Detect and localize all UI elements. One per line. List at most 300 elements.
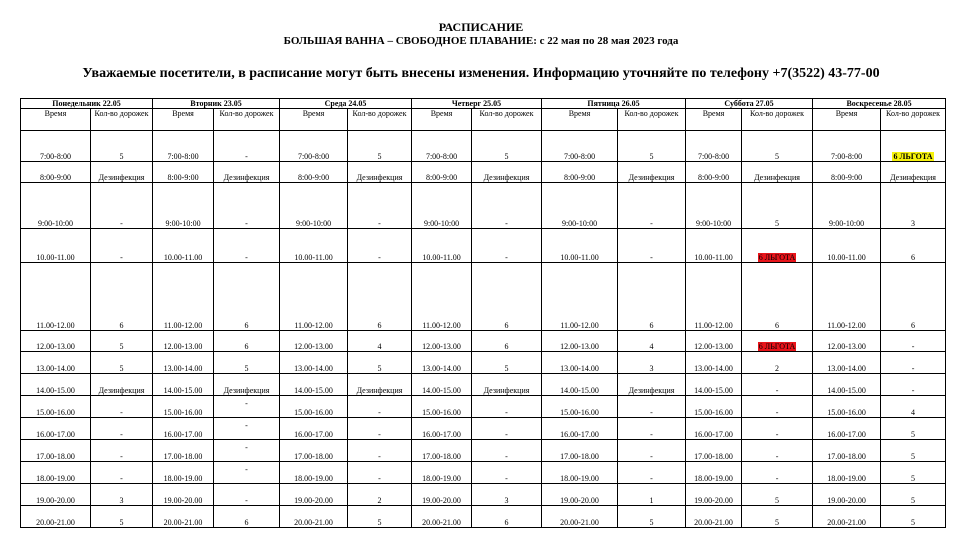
lanes-value: 1 <box>649 496 654 505</box>
lanes-cell <box>472 162 542 183</box>
lanes-cell <box>91 331 153 352</box>
time-cell: 15.00-16.00 <box>686 396 742 418</box>
lanes-cell <box>472 263 542 331</box>
lanes-value: - <box>378 219 381 228</box>
time-cell: 17.00-18.00 <box>412 440 472 462</box>
lanes-value: 5 <box>119 518 124 527</box>
time-cell: 17.00-18.00 <box>280 440 348 462</box>
lanes-value: 3 <box>119 496 124 505</box>
time-cell: 7:00-8:00 <box>153 131 214 162</box>
time-cell: 11.00-12.00 <box>153 263 214 331</box>
lanes-cell <box>214 396 280 418</box>
lanes-cell <box>214 484 280 506</box>
time-cell: 8:00-9:00 <box>813 162 881 183</box>
time-cell: 9:00-10:00 <box>21 183 91 229</box>
lanes-column-header: Кол-во дорожек <box>348 109 412 131</box>
time-column-header: Время <box>813 109 881 131</box>
lanes-value: - <box>120 408 123 417</box>
time-cell: 14.00-15.00 <box>153 374 214 396</box>
table-row <box>21 506 946 528</box>
schedule-table <box>20 98 946 528</box>
lanes-cell <box>214 352 280 374</box>
time-cell: 12.00-13.00 <box>153 331 214 352</box>
time-cell: 10.00-11.00 <box>153 229 214 263</box>
lanes-cell <box>472 331 542 352</box>
lanes-value: - <box>505 430 508 439</box>
time-cell: 7:00-8:00 <box>813 131 881 162</box>
lanes-value: - <box>245 253 248 262</box>
time-cell: 12.00-13.00 <box>686 331 742 352</box>
lanes-value: Дезинфекция <box>628 173 675 182</box>
lanes-cell <box>742 263 813 331</box>
table-row <box>21 374 946 396</box>
lanes-cell <box>742 396 813 418</box>
lanes-value: 5 <box>504 364 509 373</box>
lanes-value: 6 <box>377 321 382 330</box>
day-header-row <box>21 99 946 109</box>
time-cell: 16.00-17.00 <box>153 418 214 440</box>
lanes-cell <box>742 331 813 352</box>
lanes-cell <box>348 440 412 462</box>
lanes-column-header: Кол-во дорожек <box>618 109 686 131</box>
time-cell: 20.00-21.00 <box>813 506 881 528</box>
lanes-value: 6 <box>504 321 509 330</box>
day-header: Четверг 25.05 <box>412 99 542 109</box>
lanes-cell <box>472 352 542 374</box>
lanes-cell <box>742 506 813 528</box>
time-column-header: Время <box>686 109 742 131</box>
time-cell: 12.00-13.00 <box>21 331 91 352</box>
lanes-value: 5 <box>911 474 916 483</box>
lanes-value: 5 <box>911 496 916 505</box>
lanes-value: Дезинфекция <box>483 386 530 395</box>
time-cell: 15.00-16.00 <box>153 396 214 418</box>
lanes-cell <box>881 331 946 352</box>
time-cell: 16.00-17.00 <box>813 418 881 440</box>
time-cell: 15.00-16.00 <box>280 396 348 418</box>
time-cell: 8:00-9:00 <box>412 162 472 183</box>
time-cell: 17.00-18.00 <box>813 440 881 462</box>
time-cell: 18.00-19.00 <box>542 462 618 484</box>
lanes-value: - <box>245 496 248 505</box>
lanes-cell <box>472 462 542 484</box>
discount-badge: 6 ЛЬГОТА <box>758 342 796 351</box>
lanes-value: 6 <box>504 518 509 527</box>
lanes-cell <box>881 183 946 229</box>
lanes-value: 5 <box>911 452 916 461</box>
table-row <box>21 396 946 418</box>
day-header: Суббота 27.05 <box>686 99 813 109</box>
lanes-cell <box>472 183 542 229</box>
time-cell: 12.00-13.00 <box>542 331 618 352</box>
lanes-cell <box>91 396 153 418</box>
lanes-cell <box>618 263 686 331</box>
time-cell: 19.00-20.00 <box>813 484 881 506</box>
lanes-cell <box>91 229 153 263</box>
lanes-value: 4 <box>911 408 916 417</box>
lanes-value: 4 <box>649 342 654 351</box>
lanes-cell <box>91 484 153 506</box>
lanes-value: 2 <box>377 496 382 505</box>
lanes-value: 5 <box>504 152 509 161</box>
lanes-value: Дезинфекция <box>223 386 270 395</box>
lanes-value: 4 <box>377 342 382 351</box>
lanes-cell <box>91 440 153 462</box>
lanes-cell <box>472 506 542 528</box>
time-cell: 16.00-17.00 <box>21 418 91 440</box>
lanes-value: - <box>650 219 653 228</box>
lanes-value: 2 <box>775 364 780 373</box>
lanes-cell <box>881 484 946 506</box>
lanes-cell <box>214 462 280 484</box>
lanes-value: 5 <box>775 219 780 228</box>
lanes-cell <box>472 131 542 162</box>
lanes-value: 6 <box>244 518 249 527</box>
lanes-cell <box>742 484 813 506</box>
time-cell: 18.00-19.00 <box>153 462 214 484</box>
time-cell: 17.00-18.00 <box>153 440 214 462</box>
lanes-value: 6 <box>244 321 249 330</box>
lanes-value: 5 <box>775 152 780 161</box>
lanes-value: - <box>378 253 381 262</box>
lanes-cell <box>348 506 412 528</box>
time-cell: 8:00-9:00 <box>153 162 214 183</box>
time-column-header: Время <box>542 109 618 131</box>
lanes-cell <box>91 374 153 396</box>
lanes-value: Дезинфекция <box>356 386 403 395</box>
lanes-value: 6 <box>911 321 916 330</box>
lanes-cell <box>214 183 280 229</box>
time-cell: 14.00-15.00 <box>813 374 881 396</box>
lanes-cell <box>214 229 280 263</box>
lanes-cell <box>348 263 412 331</box>
lanes-value: - <box>650 474 653 483</box>
lanes-value: 5 <box>377 518 382 527</box>
lanes-value: - <box>650 452 653 461</box>
lanes-cell <box>214 162 280 183</box>
lanes-cell <box>742 462 813 484</box>
time-cell: 7:00-8:00 <box>21 131 91 162</box>
time-cell: 19.00-20.00 <box>280 484 348 506</box>
time-cell: 19.00-20.00 <box>412 484 472 506</box>
time-cell: 14.00-15.00 <box>412 374 472 396</box>
lanes-value: - <box>378 430 381 439</box>
lanes-cell <box>618 229 686 263</box>
time-cell: 17.00-18.00 <box>542 440 618 462</box>
time-cell: 18.00-19.00 <box>280 462 348 484</box>
lanes-value: - <box>775 386 779 395</box>
lanes-value: 6 <box>119 321 124 330</box>
column-header-row <box>21 109 946 131</box>
lanes-cell <box>881 229 946 263</box>
lanes-cell <box>214 263 280 331</box>
time-cell: 12.00-13.00 <box>412 331 472 352</box>
time-cell: 15.00-16.00 <box>542 396 618 418</box>
time-cell: 7:00-8:00 <box>542 131 618 162</box>
time-cell: 13.00-14.00 <box>686 352 742 374</box>
lanes-value: - <box>911 342 915 351</box>
lanes-cell <box>881 263 946 331</box>
time-cell: 18.00-19.00 <box>21 462 91 484</box>
lanes-cell <box>472 396 542 418</box>
time-cell: 13.00-14.00 <box>412 352 472 374</box>
lanes-cell <box>881 462 946 484</box>
time-cell: 20.00-21.00 <box>542 506 618 528</box>
lanes-cell <box>742 352 813 374</box>
lanes-cell <box>348 462 412 484</box>
discount-badge: 6 ЛЬГОТА <box>758 253 796 262</box>
table-row <box>21 263 946 331</box>
time-cell: 11.00-12.00 <box>21 263 91 331</box>
time-cell: 19.00-20.00 <box>21 484 91 506</box>
time-cell: 9:00-10:00 <box>280 183 348 229</box>
table-row <box>21 418 946 440</box>
lanes-value: 5 <box>911 518 916 527</box>
lanes-value: 6 <box>775 321 780 330</box>
lanes-cell <box>348 229 412 263</box>
time-cell: 15.00-16.00 <box>21 396 91 418</box>
time-cell: 18.00-19.00 <box>813 462 881 484</box>
lanes-cell <box>91 352 153 374</box>
time-column-header: Время <box>280 109 348 131</box>
time-cell: 13.00-14.00 <box>153 352 214 374</box>
lanes-value: - <box>505 253 508 262</box>
time-cell: 20.00-21.00 <box>686 506 742 528</box>
table-row <box>21 440 946 462</box>
lanes-cell <box>742 183 813 229</box>
lanes-cell <box>881 131 946 162</box>
lanes-value: - <box>775 452 779 461</box>
time-cell: 19.00-20.00 <box>153 484 214 506</box>
lanes-cell <box>91 162 153 183</box>
time-cell: 8:00-9:00 <box>542 162 618 183</box>
time-cell: 18.00-19.00 <box>686 462 742 484</box>
time-cell: 11.00-12.00 <box>542 263 618 331</box>
time-cell: 14.00-15.00 <box>21 374 91 396</box>
table-row <box>21 131 946 162</box>
day-header: Вторник 23.05 <box>153 99 280 109</box>
lanes-value: 5 <box>649 518 654 527</box>
time-cell: 15.00-16.00 <box>813 396 881 418</box>
lanes-cell <box>214 418 280 440</box>
time-cell: 8:00-9:00 <box>686 162 742 183</box>
time-cell: 10.00-11.00 <box>542 229 618 263</box>
time-cell: 11.00-12.00 <box>686 263 742 331</box>
time-cell: 17.00-18.00 <box>686 440 742 462</box>
lanes-value: - <box>245 465 248 474</box>
lanes-cell <box>214 440 280 462</box>
lanes-value: - <box>505 408 508 417</box>
lanes-cell <box>618 352 686 374</box>
time-cell: 20.00-21.00 <box>153 506 214 528</box>
lanes-cell <box>881 352 946 374</box>
lanes-value: - <box>650 430 653 439</box>
lanes-value: 5 <box>775 496 780 505</box>
lanes-value: 5 <box>377 152 382 161</box>
lanes-value: - <box>775 474 779 483</box>
lanes-cell <box>618 183 686 229</box>
lanes-cell <box>618 396 686 418</box>
time-cell: 12.00-13.00 <box>813 331 881 352</box>
lanes-value: 6 <box>504 342 509 351</box>
lanes-cell <box>742 440 813 462</box>
time-cell: 10.00-11.00 <box>686 229 742 263</box>
lanes-cell <box>214 374 280 396</box>
table-row <box>21 331 946 352</box>
lanes-value: Дезинфекция <box>628 386 675 395</box>
lanes-column-header: Кол-во дорожек <box>472 109 542 131</box>
lanes-value: Дезинфекция <box>98 173 145 182</box>
table-row <box>21 484 946 506</box>
lanes-cell <box>742 418 813 440</box>
lanes-cell <box>618 418 686 440</box>
lanes-cell <box>881 396 946 418</box>
lanes-value: - <box>911 364 915 373</box>
lanes-value: - <box>378 408 381 417</box>
lanes-value: - <box>911 386 915 395</box>
lanes-value: 5 <box>119 152 124 161</box>
lanes-value: 5 <box>911 430 916 439</box>
visitor-notice: Уважаемые посетители, в расписание могут быть внесены изменения. Информацию уточняйте по телефону +7(3522) 43-77-00 <box>82 66 880 81</box>
lanes-cell <box>348 162 412 183</box>
lanes-value: - <box>245 152 248 161</box>
lanes-value: 6 <box>244 342 249 351</box>
lanes-value: 6 <box>649 321 654 330</box>
time-cell: 9:00-10:00 <box>412 183 472 229</box>
time-cell: 18.00-19.00 <box>412 462 472 484</box>
lanes-cell <box>881 374 946 396</box>
lanes-cell <box>348 131 412 162</box>
lanes-column-header: Кол-во дорожек <box>91 109 153 131</box>
lanes-cell <box>881 162 946 183</box>
lanes-cell <box>348 183 412 229</box>
time-cell: 11.00-12.00 <box>412 263 472 331</box>
lanes-cell <box>618 484 686 506</box>
lanes-value: 3 <box>649 364 654 373</box>
lanes-value: 5 <box>377 364 382 373</box>
lanes-value: - <box>775 430 779 439</box>
lanes-value: Дезинфекция <box>98 386 145 395</box>
lanes-cell <box>91 183 153 229</box>
time-cell: 16.00-17.00 <box>280 418 348 440</box>
lanes-cell <box>472 484 542 506</box>
time-cell: 16.00-17.00 <box>542 418 618 440</box>
lanes-cell <box>472 229 542 263</box>
time-cell: 7:00-8:00 <box>280 131 348 162</box>
lanes-cell <box>472 374 542 396</box>
lanes-value: - <box>245 399 248 408</box>
lanes-value: - <box>505 452 508 461</box>
lanes-value: - <box>245 421 248 430</box>
lanes-cell <box>348 352 412 374</box>
lanes-cell <box>881 418 946 440</box>
time-cell: 19.00-20.00 <box>686 484 742 506</box>
time-cell: 16.00-17.00 <box>686 418 742 440</box>
time-cell: 13.00-14.00 <box>542 352 618 374</box>
lanes-cell <box>91 131 153 162</box>
lanes-value: - <box>650 408 653 417</box>
lanes-value: 3 <box>504 496 509 505</box>
lanes-cell <box>214 331 280 352</box>
time-cell: 9:00-10:00 <box>153 183 214 229</box>
lanes-cell <box>618 331 686 352</box>
lanes-column-header: Кол-во дорожек <box>214 109 280 131</box>
lanes-cell <box>742 131 813 162</box>
time-cell: 10.00-11.00 <box>813 229 881 263</box>
schedule-subtitle: БОЛЬШАЯ ВАННА – СВОБОДНОЕ ПЛАВАНИЕ: с 22 мая по 28 мая 2023 года <box>283 35 679 47</box>
time-cell: 12.00-13.00 <box>280 331 348 352</box>
lanes-cell <box>348 331 412 352</box>
lanes-cell <box>618 506 686 528</box>
lanes-cell <box>618 131 686 162</box>
table-row <box>21 162 946 183</box>
lanes-value: - <box>775 408 779 417</box>
time-column-header: Время <box>412 109 472 131</box>
lanes-value: 3 <box>911 219 916 228</box>
schedule-title: РАСПИСАНИЕ <box>438 20 524 34</box>
lanes-value: - <box>378 474 381 483</box>
lanes-value: - <box>505 474 508 483</box>
lanes-cell <box>214 506 280 528</box>
lanes-cell <box>91 418 153 440</box>
lanes-cell <box>91 506 153 528</box>
lanes-value: Дезинфекция <box>754 173 800 182</box>
time-cell: 11.00-12.00 <box>813 263 881 331</box>
table-row <box>21 352 946 374</box>
lanes-value: - <box>245 443 248 452</box>
time-cell: 9:00-10:00 <box>813 183 881 229</box>
day-header: Понедельник 22.05 <box>21 99 153 109</box>
lanes-cell <box>742 374 813 396</box>
time-cell: 15.00-16.00 <box>412 396 472 418</box>
lanes-value: 5 <box>119 342 124 351</box>
table-row <box>21 183 946 229</box>
lanes-value: - <box>245 219 248 228</box>
time-cell: 9:00-10:00 <box>686 183 742 229</box>
lanes-cell <box>214 131 280 162</box>
lanes-value: - <box>120 452 123 461</box>
lanes-value: Дезинфекция <box>890 173 936 182</box>
time-cell: 10.00-11.00 <box>280 229 348 263</box>
lanes-value: - <box>505 219 508 228</box>
time-cell: 7:00-8:00 <box>412 131 472 162</box>
time-cell: 13.00-14.00 <box>280 352 348 374</box>
lanes-value: - <box>120 219 123 228</box>
lanes-value: 5 <box>775 518 780 527</box>
lanes-cell <box>91 263 153 331</box>
time-cell: 14.00-15.00 <box>280 374 348 396</box>
day-header: Среда 24.05 <box>280 99 412 109</box>
time-cell: 14.00-15.00 <box>686 374 742 396</box>
lanes-value: - <box>650 253 653 262</box>
lanes-cell <box>618 162 686 183</box>
lanes-cell <box>618 374 686 396</box>
lanes-value: 5 <box>649 152 654 161</box>
time-cell: 16.00-17.00 <box>412 418 472 440</box>
time-cell: 9:00-10:00 <box>542 183 618 229</box>
time-column-header: Время <box>21 109 91 131</box>
table-row <box>21 229 946 263</box>
lanes-cell <box>742 229 813 263</box>
lanes-column-header: Кол-во дорожек <box>881 109 946 131</box>
lanes-cell <box>348 396 412 418</box>
lanes-cell <box>881 440 946 462</box>
day-header: Пятница 26.05 <box>542 99 686 109</box>
lanes-value: Дезинфекция <box>356 173 403 182</box>
time-cell: 20.00-21.00 <box>412 506 472 528</box>
time-cell: 20.00-21.00 <box>21 506 91 528</box>
lanes-cell <box>472 440 542 462</box>
